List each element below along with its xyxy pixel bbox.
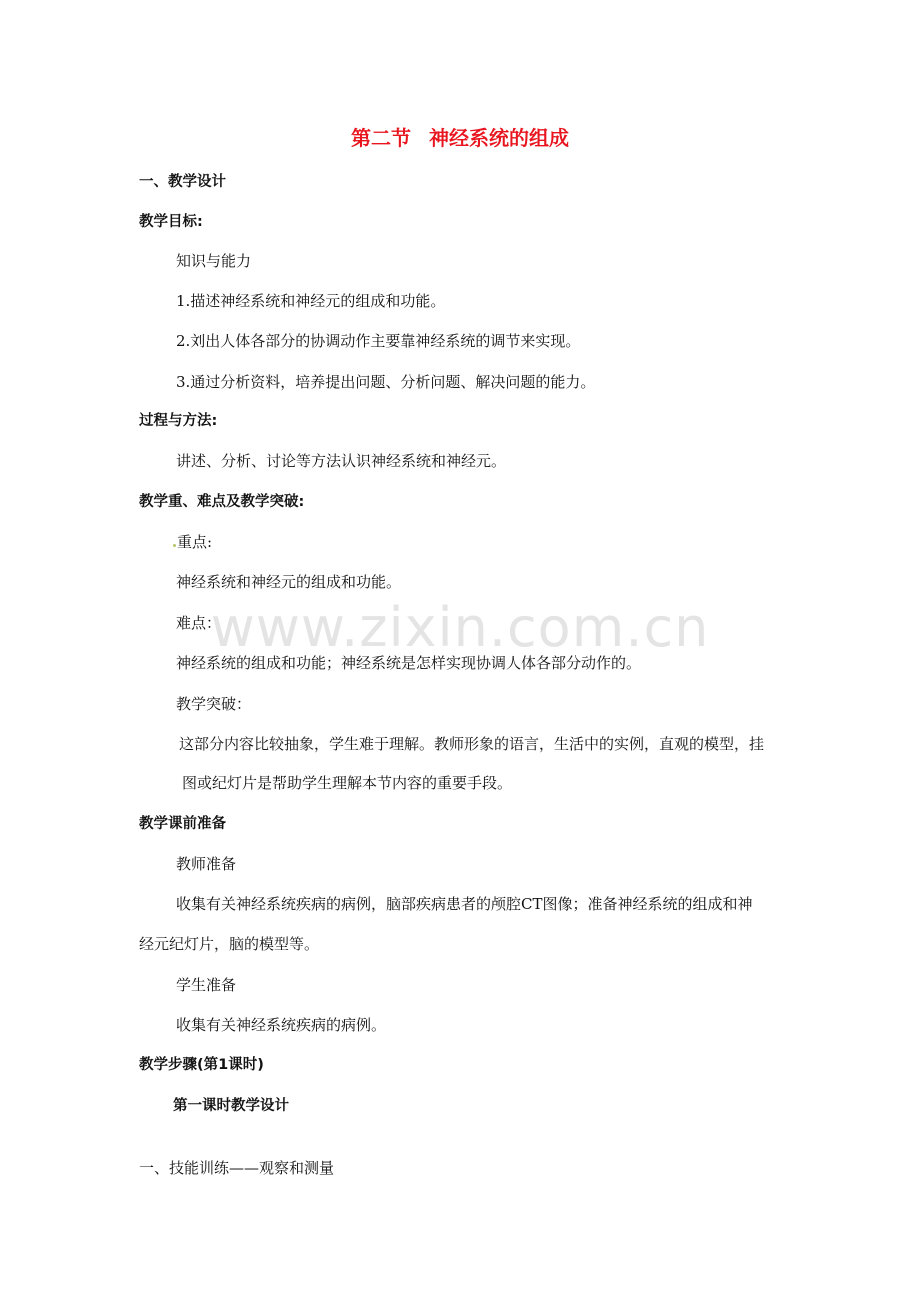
title-topic: 神经系统的组成 — [429, 126, 569, 150]
heading-teaching-steps: 教学步骤(第1课时) — [139, 1057, 264, 1073]
label-difficulty: 难点： — [176, 614, 222, 632]
goal-item-2: 2.刘出人体各部分的协调动作主要靠神经系统的调节来实现。 — [176, 332, 581, 350]
goal-item-3: 3.通过分析资料，培养提出问题、分析问题、解决问题的能力。 — [176, 373, 596, 391]
heading-teaching-design: 一、教学设计 — [139, 174, 226, 190]
label-key-point — [173, 532, 212, 552]
heading-teaching-goals: 教学目标: — [139, 214, 203, 230]
watermark: www.zixin.com.cn — [210, 596, 710, 659]
teacher-prep-line-1: 收集有关神经系统疾病的病例，脑部疾病患者的颅腔CT图像；准备神经系统的组成和神 — [176, 895, 753, 913]
label-teacher-prep: 教师准备 — [176, 855, 237, 873]
heading-preparation: 教学课前准备 — [139, 816, 226, 832]
subheading-first-lesson: 第一课时教学设计 — [173, 1098, 289, 1114]
label-key-point-text: 重点: — [177, 533, 213, 551]
label-student-prep: 学生准备 — [176, 976, 237, 994]
title-section-number: 第二节 — [351, 126, 411, 150]
breakthrough-text-line-1: 这部分内容比较抽象，学生难于理解。教师形象的语言，生活中的实例，直观的模型，挂 — [179, 735, 765, 753]
process-method-text: 讲述、分析、讨论等方法认识神经系统和神经元。 — [176, 452, 507, 470]
student-prep-text: 收集有关神经系统疾病的病例。 — [176, 1016, 387, 1034]
heading-process-method: 过程与方法: — [139, 413, 218, 429]
subheading-knowledge-ability: 知识与能力 — [176, 252, 252, 270]
goal-item-1: 1.描述神经系统和神经元的组成和功能。 — [176, 292, 446, 310]
key-point-text: 神经系统和神经元的组成和功能。 — [176, 573, 402, 591]
heading-key-points: 教学重、难点及教学突破: — [139, 494, 305, 510]
mark-dot — [173, 544, 176, 547]
breakthrough-text-line-2: 图或纪灯片是帮助学生理解本节内容的重要手段。 — [182, 774, 513, 792]
page-title — [0, 122, 920, 151]
section-skill-training: 一、技能训练——观察和测量 — [139, 1159, 335, 1177]
difficulty-text: 神经系统的组成和功能；神经系统是怎样实现协调人体各部分动作的。 — [176, 654, 642, 672]
label-breakthrough: 教学突破： — [176, 695, 252, 713]
teacher-prep-line-2: 经元纪灯片，脑的模型等。 — [139, 935, 320, 953]
